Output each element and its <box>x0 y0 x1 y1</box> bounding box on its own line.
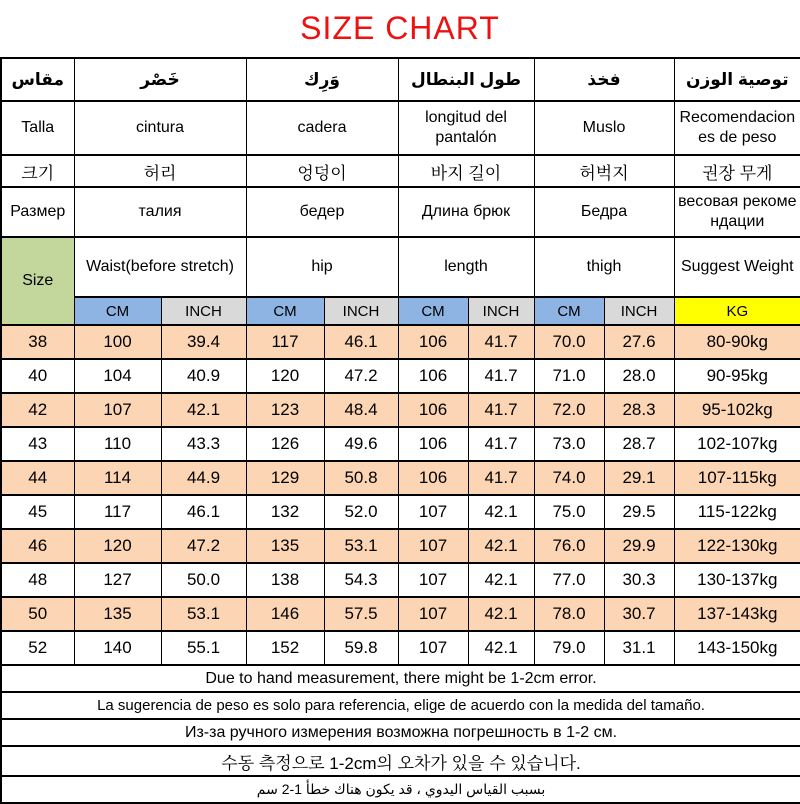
length-cm: 107 <box>398 495 468 529</box>
header-row-spanish <box>1 101 800 155</box>
waist-cm: 117 <box>74 495 161 529</box>
header-cell-length-ru: Длина брюк <box>398 187 534 237</box>
waist-inch: 47.2 <box>161 529 246 563</box>
header-cell-length-es: longitud del pantalón <box>398 101 534 155</box>
header-row-arabic <box>1 58 800 101</box>
length-inch: 42.1 <box>468 631 534 665</box>
waist-inch: 50.0 <box>161 563 246 597</box>
header-row-russian <box>1 187 800 237</box>
unit-cell-length-inch: INCH <box>468 297 534 325</box>
weight-range: 90-95kg <box>674 359 800 393</box>
table-row-size-45 <box>1 495 800 529</box>
hip-inch: 49.6 <box>324 427 398 461</box>
table-row-size-43 <box>1 427 800 461</box>
length-cm: 106 <box>398 359 468 393</box>
hip-inch: 57.5 <box>324 597 398 631</box>
size-value: 44 <box>1 461 74 495</box>
header-cell-size-en: Size <box>1 237 74 325</box>
length-cm: 107 <box>398 597 468 631</box>
length-cm: 107 <box>398 631 468 665</box>
size-value: 50 <box>1 597 74 631</box>
header-cell-waist-ko: 허리 <box>74 155 246 187</box>
thigh-inch: 29.9 <box>604 529 674 563</box>
note-row-russian <box>1 719 800 746</box>
thigh-inch: 29.5 <box>604 495 674 529</box>
thigh-cm: 79.0 <box>534 631 604 665</box>
hip-cm: 123 <box>246 393 324 427</box>
waist-inch: 55.1 <box>161 631 246 665</box>
weight-range: 143-150kg <box>674 631 800 665</box>
size-value: 46 <box>1 529 74 563</box>
header-cell-waist-es: cintura <box>74 101 246 155</box>
unit-cell-hip-cm: CM <box>246 297 324 325</box>
length-inch: 42.1 <box>468 563 534 597</box>
thigh-cm: 77.0 <box>534 563 604 597</box>
hip-inch: 52.0 <box>324 495 398 529</box>
thigh-cm: 74.0 <box>534 461 604 495</box>
hip-cm: 126 <box>246 427 324 461</box>
weight-range: 137-143kg <box>674 597 800 631</box>
unit-cell-thigh-inch: INCH <box>604 297 674 325</box>
hip-cm: 146 <box>246 597 324 631</box>
unit-cell-waist-inch: INCH <box>161 297 246 325</box>
length-inch: 41.7 <box>468 393 534 427</box>
header-cell-thigh-en: thigh <box>534 237 674 297</box>
size-value: 40 <box>1 359 74 393</box>
length-cm: 106 <box>398 393 468 427</box>
waist-cm: 110 <box>74 427 161 461</box>
hip-cm: 138 <box>246 563 324 597</box>
length-inch: 41.7 <box>468 325 534 359</box>
header-row-korean <box>1 155 800 187</box>
header-cell-hip-es: cadera <box>246 101 398 155</box>
waist-inch: 44.9 <box>161 461 246 495</box>
header-cell-size-ru: Размер <box>1 187 74 237</box>
header-cell-weight-ar: توصية الوزن <box>674 58 800 101</box>
weight-range: 80-90kg <box>674 325 800 359</box>
size-value: 43 <box>1 427 74 461</box>
length-cm: 106 <box>398 461 468 495</box>
waist-inch: 43.3 <box>161 427 246 461</box>
length-inch: 42.1 <box>468 495 534 529</box>
unit-cell-length-cm: CM <box>398 297 468 325</box>
hip-inch: 48.4 <box>324 393 398 427</box>
note-row-arabic <box>1 776 800 803</box>
waist-inch: 39.4 <box>161 325 246 359</box>
thigh-inch: 30.3 <box>604 563 674 597</box>
hip-cm: 120 <box>246 359 324 393</box>
header-cell-thigh-ko: 허벅지 <box>534 155 674 187</box>
table-row-size-52 <box>1 631 800 665</box>
size-value: 48 <box>1 563 74 597</box>
thigh-cm: 75.0 <box>534 495 604 529</box>
length-cm: 107 <box>398 563 468 597</box>
note-text-english: Due to hand measurement, there might be 1-2cm error. <box>1 665 800 692</box>
note-row-korean <box>1 746 800 776</box>
waist-cm: 120 <box>74 529 161 563</box>
hip-inch: 54.3 <box>324 563 398 597</box>
size-chart-table <box>0 57 800 804</box>
header-cell-weight-es: Recomendaciones de peso <box>674 101 800 155</box>
hip-inch: 53.1 <box>324 529 398 563</box>
thigh-cm: 72.0 <box>534 393 604 427</box>
hip-cm: 132 <box>246 495 324 529</box>
thigh-inch: 28.0 <box>604 359 674 393</box>
waist-cm: 127 <box>74 563 161 597</box>
hip-cm: 135 <box>246 529 324 563</box>
unit-cell-hip-inch: INCH <box>324 297 398 325</box>
header-cell-hip-ru: бедер <box>246 187 398 237</box>
thigh-cm: 73.0 <box>534 427 604 461</box>
waist-cm: 135 <box>74 597 161 631</box>
header-cell-size-ar: مقاس <box>1 58 74 101</box>
header-cell-waist-en: Waist(before stretch) <box>74 237 246 297</box>
length-inch: 41.7 <box>468 427 534 461</box>
length-inch: 41.7 <box>468 359 534 393</box>
weight-range: 95-102kg <box>674 393 800 427</box>
waist-cm: 114 <box>74 461 161 495</box>
size-value: 52 <box>1 631 74 665</box>
header-cell-size-es: Talla <box>1 101 74 155</box>
header-cell-length-ar: طول البنطال <box>398 58 534 101</box>
note-text-korean: 수동 측정으로 1-2cm의 오차가 있을 수 있습니다. <box>1 746 800 776</box>
thigh-inch: 28.3 <box>604 393 674 427</box>
hip-cm: 152 <box>246 631 324 665</box>
note-row-spanish <box>1 692 800 719</box>
header-cell-weight-en: Suggest Weight <box>674 237 800 297</box>
thigh-inch: 27.6 <box>604 325 674 359</box>
length-inch: 42.1 <box>468 529 534 563</box>
thigh-inch: 28.7 <box>604 427 674 461</box>
waist-cm: 104 <box>74 359 161 393</box>
thigh-inch: 30.7 <box>604 597 674 631</box>
hip-cm: 129 <box>246 461 324 495</box>
hip-inch: 50.8 <box>324 461 398 495</box>
hip-inch: 59.8 <box>324 631 398 665</box>
thigh-cm: 76.0 <box>534 529 604 563</box>
header-cell-length-en: length <box>398 237 534 297</box>
size-value: 42 <box>1 393 74 427</box>
note-text-spanish: La sugerencia de peso es solo para referencia, elige de acuerdo con la medida del tamaño. <box>1 692 800 719</box>
table-row-size-44 <box>1 461 800 495</box>
header-cell-length-ko: 바지 길이 <box>398 155 534 187</box>
length-cm: 106 <box>398 427 468 461</box>
hip-inch: 47.2 <box>324 359 398 393</box>
header-cell-waist-ru: талия <box>74 187 246 237</box>
header-row-english <box>1 237 800 297</box>
header-cell-hip-ar: وَرِك <box>246 58 398 101</box>
table-row-size-40 <box>1 359 800 393</box>
table-row-size-42 <box>1 393 800 427</box>
note-text-arabic: بسبب القياس اليدوي ، قد يكون هناك خطأ 1-2 سم <box>1 776 800 803</box>
thigh-cm: 78.0 <box>534 597 604 631</box>
waist-cm: 140 <box>74 631 161 665</box>
header-cell-weight-ru: весовая рекомендации <box>674 187 800 237</box>
hip-cm: 117 <box>246 325 324 359</box>
weight-range: 130-137kg <box>674 563 800 597</box>
header-cell-thigh-es: Muslo <box>534 101 674 155</box>
thigh-cm: 71.0 <box>534 359 604 393</box>
unit-cell-weight-kg: KG <box>674 297 800 325</box>
thigh-cm: 70.0 <box>534 325 604 359</box>
waist-inch: 40.9 <box>161 359 246 393</box>
weight-range: 115-122kg <box>674 495 800 529</box>
unit-cell-thigh-cm: CM <box>534 297 604 325</box>
length-inch: 42.1 <box>468 597 534 631</box>
note-row-english <box>1 665 800 692</box>
weight-range: 107-115kg <box>674 461 800 495</box>
table-row-size-50 <box>1 597 800 631</box>
unit-cell-waist-cm: CM <box>74 297 161 325</box>
size-value: 45 <box>1 495 74 529</box>
thigh-inch: 31.1 <box>604 631 674 665</box>
header-cell-weight-ko: 권장 무게 <box>674 155 800 187</box>
waist-cm: 100 <box>74 325 161 359</box>
thigh-inch: 29.1 <box>604 461 674 495</box>
header-cell-thigh-ar: فخذ <box>534 58 674 101</box>
weight-range: 122-130kg <box>674 529 800 563</box>
page-title: SIZE CHART <box>300 10 500 46</box>
table-row-size-46 <box>1 529 800 563</box>
table-row-size-38 <box>1 325 800 359</box>
header-cell-thigh-ru: Бедра <box>534 187 674 237</box>
waist-inch: 46.1 <box>161 495 246 529</box>
length-inch: 41.7 <box>468 461 534 495</box>
waist-inch: 42.1 <box>161 393 246 427</box>
header-cell-hip-ko: 엉덩이 <box>246 155 398 187</box>
note-text-russian: Из-за ручного измерения возможна погрешность в 1-2 см. <box>1 719 800 746</box>
size-value: 38 <box>1 325 74 359</box>
waist-inch: 53.1 <box>161 597 246 631</box>
header-cell-size-ko: 크기 <box>1 155 74 187</box>
header-cell-hip-en: hip <box>246 237 398 297</box>
table-row-size-48 <box>1 563 800 597</box>
length-cm: 107 <box>398 529 468 563</box>
unit-row <box>1 297 800 325</box>
hip-inch: 46.1 <box>324 325 398 359</box>
waist-cm: 107 <box>74 393 161 427</box>
header-cell-waist-ar: خَصْر <box>74 58 246 101</box>
length-cm: 106 <box>398 325 468 359</box>
weight-range: 102-107kg <box>674 427 800 461</box>
